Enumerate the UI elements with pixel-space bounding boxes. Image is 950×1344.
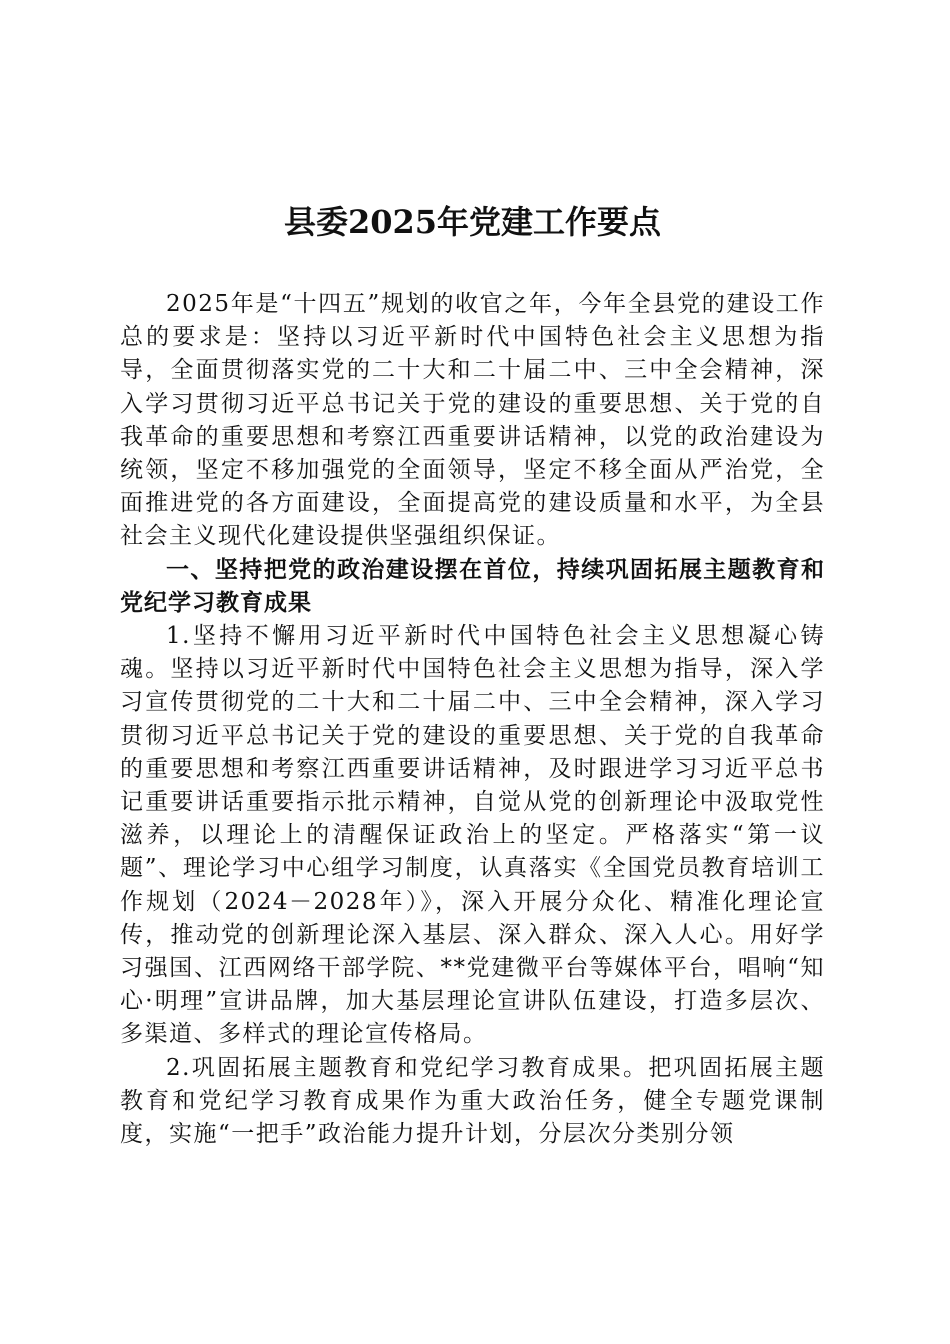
document-title: 县委2025年党建工作要点 (283, 203, 662, 241)
item-paragraph-1: 1.坚持不懈用习近平新时代中国特色社会主义思想凝心铸魂。坚持以习近平新时代中国特色社会主义思想为指导，深入学习宣传贯彻党的二十大和二十届二中、三中全会精神，深入学习贯彻习近平总书记关于党的建设的重要思想、关于党的自我革命的重要思想和考察江西重要讲话精神，及时跟进学习习近平总书记重要讲话重要指示批示精神，自觉从党的创新理论中汲取党性滋养，以理论上的清醒保证政治上的坚定。严格落实“第一议题”、理论学习中心组学习制度，认真落实《全国党员教育培训工作规划（2024－2028年）》，深入开展分众化、精准化理论宣传，推动党的创新理论深入基层、深入群众、深入人心。用好学习强国、江西网络干部学院、**党建微平台等媒体平台，唱响“知心·明理”宣讲品牌，加大基层理论宣讲队伍建设，打造多层次、多渠道、多样式的理论宣传格局。 (120, 623, 825, 1048)
item-paragraph-2: 2.巩固拓展主题教育和党纪学习教育成果。把巩固拓展主题教育和党纪学习教育成果作为重大政治任务，健全专题党课制度，实施“一把手”政治能力提升计划，分层次分类别分领 (120, 1054, 825, 1148)
document-page (120, 0, 825, 1344)
document-body (120, 288, 825, 1151)
section-heading-1: 一、坚持把党的政治建设摆在首位，持续巩固拓展主题教育和党纪学习教育成果 (120, 556, 825, 616)
intro-paragraph: 2025年是“十四五”规划的收官之年，今年全县党的建设工作总的要求是：坚持以习近平新时代中国特色社会主义思想为指导，全面贯彻落实党的二十大和二十届二中、三中全会精神，深入学习贯彻习近平总书记关于党的建设的重要思想、关于党的自我革命的重要思想和考察江西重要讲话精神，以党的政治建设为统领，坚定不移加强党的全面领导，坚定不移全面从严治党，全面推进党的各方面建设，全面提高党的建设质量和水平，为全县社会主义现代化建设提供坚强组织保证。 (120, 291, 825, 550)
